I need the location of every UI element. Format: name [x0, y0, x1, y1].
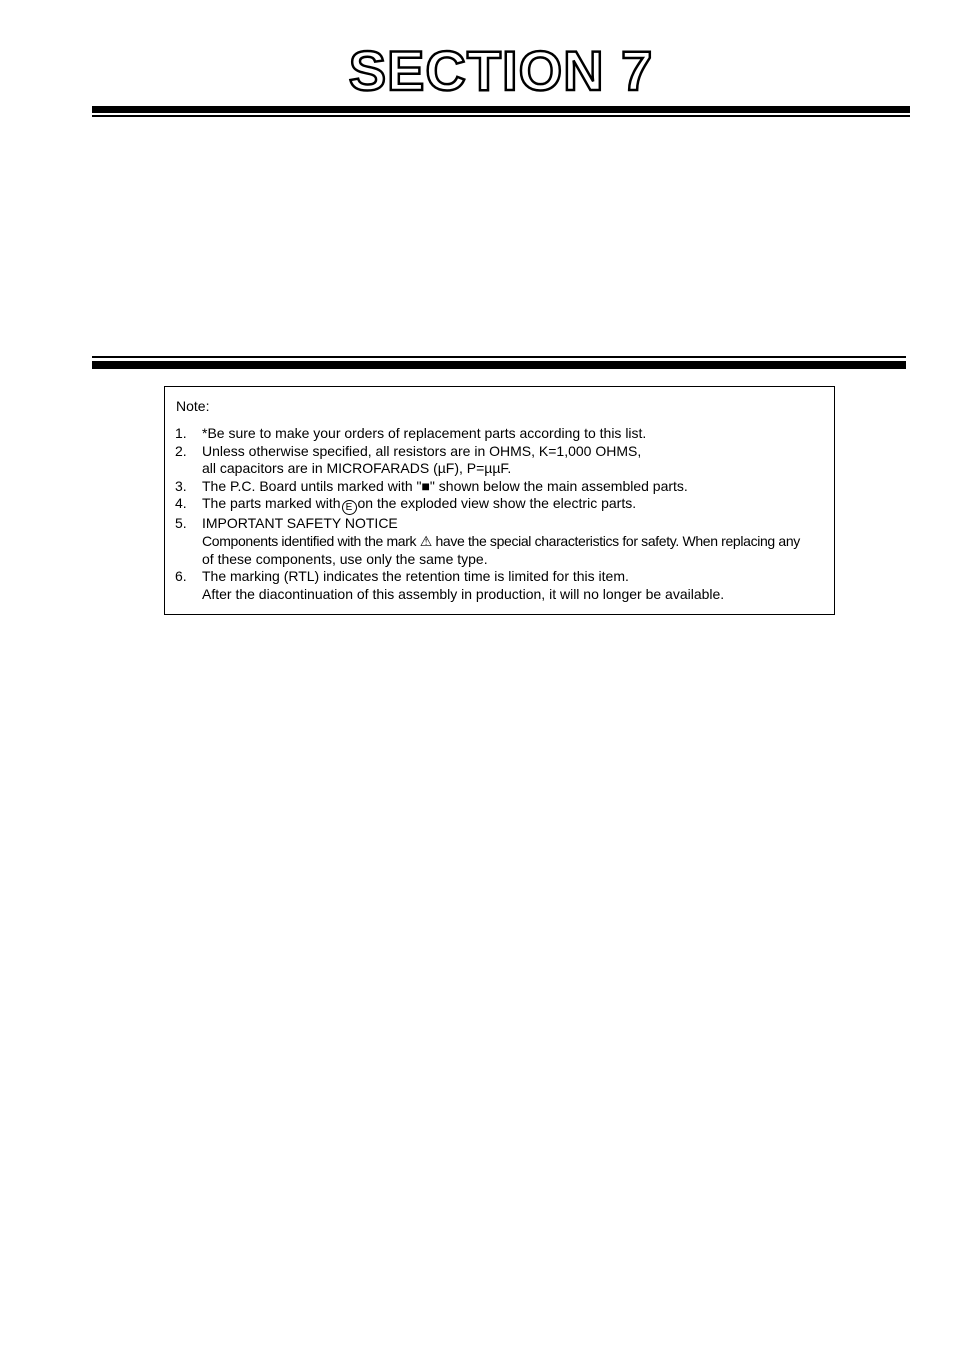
note-item-text: After the diacontinuation of this assembly in production, it will no longer be available. [202, 585, 725, 602]
note-item-6 [175, 568, 830, 603]
note-item-number: 1. [175, 425, 187, 441]
note-heading: Note: [176, 398, 210, 414]
section-title: SECTION 7 [348, 39, 654, 102]
section-rule-thin [92, 356, 906, 358]
top-rule-thick [92, 106, 910, 113]
note-item-text-before: The parts marked with [202, 495, 341, 512]
note-item-2 [175, 443, 830, 478]
note-item-text: IMPORTANT SAFETY NOTICE [202, 515, 398, 532]
note-item-text: all capacitors are in MICROFARADS (µF), P=µµF. [202, 460, 512, 477]
note-item-4 [175, 495, 830, 515]
note-item-text: Unless otherwise specified, all resistors are in OHMS, K=1,000 OHMS, [202, 442, 642, 459]
note-item-text: The marking (RTL) indicates the retention time is limited for this item. [202, 568, 629, 585]
note-item-number: 2. [175, 442, 187, 459]
note-item-text: The P.C. Board untils marked with "■" shown below the main assembled parts. [202, 477, 688, 494]
note-item-5 [175, 515, 830, 568]
note-item-number: 3. [175, 477, 187, 494]
section-rule-thick [92, 361, 906, 369]
note-item-text-after: on the exploded view show the electric parts. [357, 495, 637, 512]
note-item-text [202, 495, 830, 515]
note-item-text: Components identified with the mark ⚠ have the special characteristics for safety. When replacing any [202, 532, 800, 549]
note-item-1 [175, 425, 830, 443]
top-rule-thin [92, 115, 910, 117]
note-item-number: 6. [175, 568, 187, 585]
note-item-3 [175, 478, 830, 496]
note-item-text: of these components, use only the same type. [202, 550, 488, 567]
note-item-number: 5. [175, 515, 187, 532]
circled-e-icon: E [342, 500, 357, 515]
note-item-number: 4. [175, 495, 187, 512]
note-box [164, 386, 835, 615]
note-list [175, 425, 830, 603]
note-item-text: *Be sure to make your orders of replacement parts according to this list. [202, 425, 647, 441]
